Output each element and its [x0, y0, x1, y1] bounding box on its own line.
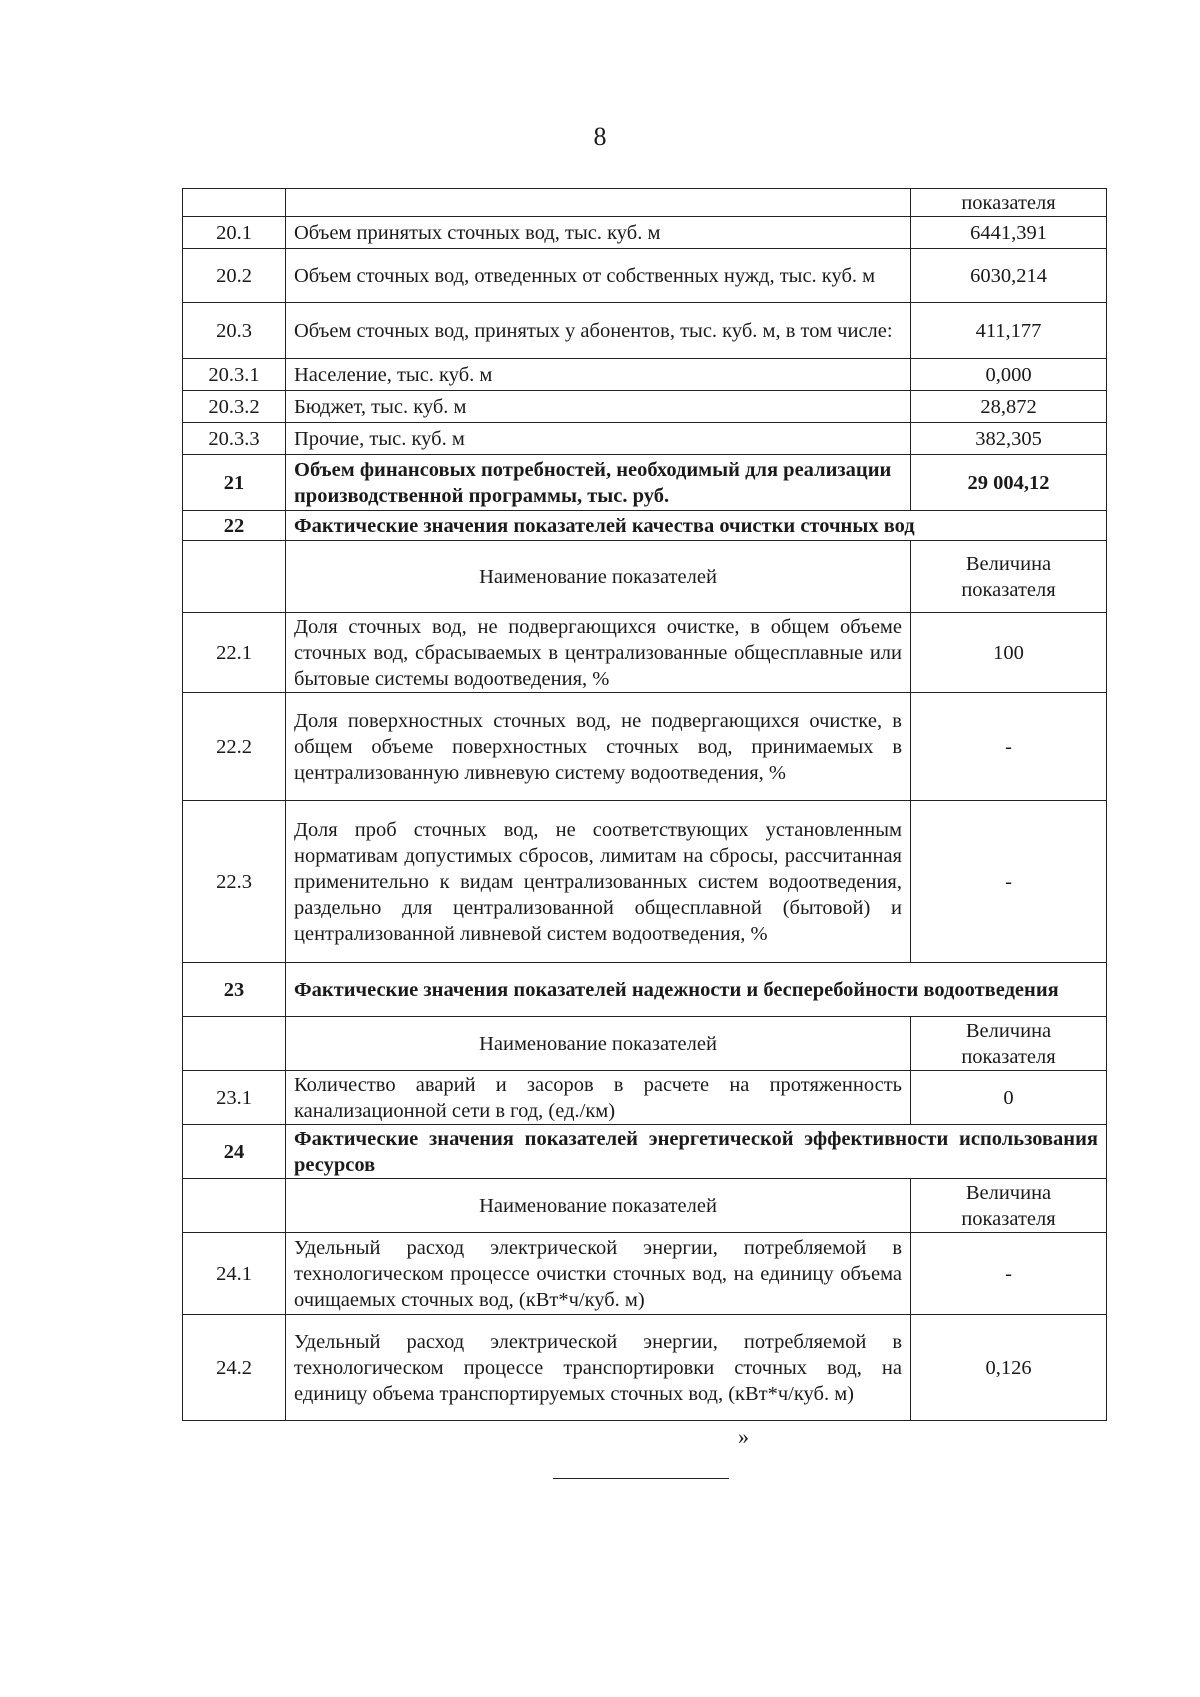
section-number: 22 [183, 511, 286, 541]
row-name: Население, тыс. куб. м [286, 359, 911, 391]
row-name: Объем финансовых потребностей, необходимый для реализации производственной программы, тыс. руб. [286, 455, 911, 511]
row-value: 0,000 [911, 359, 1107, 391]
row-number: 24.1 [183, 1233, 286, 1315]
section-title: Фактические значения показателей качества очистки сточных вод [286, 511, 1107, 541]
row-number: 22.3 [183, 801, 286, 963]
column-header-value: Величина показателя [911, 1017, 1107, 1071]
column-header-name: Наименование показателей [286, 541, 911, 613]
column-header-value: Величина показателя [911, 541, 1107, 613]
row-value: 100 [911, 613, 1107, 693]
indicators-table [182, 188, 1107, 1421]
empty-cell [183, 189, 286, 217]
column-header-value: показателя [911, 189, 1107, 217]
section-header-row [183, 511, 1107, 541]
row-number: 22.1 [183, 613, 286, 693]
row-value: 382,305 [911, 423, 1107, 455]
table-row [183, 217, 1107, 249]
row-value: 0 [911, 1071, 1107, 1125]
end-divider-line [553, 1478, 729, 1479]
row-name: Бюджет, тыс. куб. м [286, 391, 911, 423]
column-header-row [183, 1179, 1107, 1233]
row-number: 20.3 [183, 303, 286, 359]
row-number: 20.3.3 [183, 423, 286, 455]
row-number: 23.1 [183, 1071, 286, 1125]
row-number: 22.2 [183, 693, 286, 801]
row-value: - [911, 693, 1107, 801]
table-row [183, 359, 1107, 391]
empty-cell [183, 1179, 286, 1233]
table-header-row [183, 189, 1107, 217]
table-row [183, 613, 1107, 693]
row-value: - [911, 1233, 1107, 1315]
section-header-row [183, 963, 1107, 1017]
row-value: 29 004,12 [911, 455, 1107, 511]
column-header-name: Наименование показателей [286, 1179, 911, 1233]
table-row [183, 1071, 1107, 1125]
section-title: Фактические значения показателей надежности и бесперебойности водоотведения [286, 963, 1107, 1017]
row-name: Удельный расход электрической энергии, потребляемой в технологическом процессе транспортировки сточных вод, на единицу объема транспортируемых сточных вод, (кВт*ч/куб. м) [286, 1315, 911, 1421]
table-row [183, 1233, 1107, 1315]
row-number: 20.3.1 [183, 359, 286, 391]
row-value: 0,126 [911, 1315, 1107, 1421]
section-title: Фактические значения показателей энергетической эффективности использования ресурсов [286, 1125, 1107, 1179]
table-row [183, 801, 1107, 963]
row-number: 24.2 [183, 1315, 286, 1421]
row-number: 20.1 [183, 217, 286, 249]
table-row [183, 303, 1107, 359]
column-header-row [183, 541, 1107, 613]
empty-cell [183, 1017, 286, 1071]
row-name: Доля сточных вод, не подвергающихся очистке, в общем объеме сточных вод, сбрасываемых в централизованные общесплавные или бытовые системы водоотведения, % [286, 613, 911, 693]
table-row [183, 391, 1107, 423]
section-number: 24 [183, 1125, 286, 1179]
row-value: 6441,391 [911, 217, 1107, 249]
row-number: 20.3.2 [183, 391, 286, 423]
table-row [183, 249, 1107, 303]
table-row [183, 455, 1107, 511]
column-header-name: Наименование показателей [286, 1017, 911, 1071]
row-number: 21 [183, 455, 286, 511]
empty-cell [183, 541, 286, 613]
table-row [183, 423, 1107, 455]
row-name: Доля проб сточных вод, не соответствующих установленным нормативам допустимых сбросов, лимитам на сбросы, рассчитанная применительно к видам централизованных систем водоотведения, раздельно для централизованной общесплавной (бытовой) и централизованной ливневой систем водоотведения, % [286, 801, 911, 963]
row-name: Объем сточных вод, принятых у абонентов, тыс. куб. м, в том числе: [286, 303, 911, 359]
empty-cell [286, 189, 911, 217]
row-name: Прочие, тыс. куб. м [286, 423, 911, 455]
row-name: Количество аварий и засоров в расчете на протяженность канализационной сети в год, (ед./км) [286, 1071, 911, 1125]
row-number: 20.2 [183, 249, 286, 303]
table-row [183, 693, 1107, 801]
row-name: Объем принятых сточных вод, тыс. куб. м [286, 217, 911, 249]
column-header-row [183, 1017, 1107, 1071]
row-value: 6030,214 [911, 249, 1107, 303]
row-name: Доля поверхностных сточных вод, не подвергающихся очистке, в общем объеме поверхностных сточных вод, принимаемых в централизованную ливневую систему водоотведения, % [286, 693, 911, 801]
page-number: 8 [593, 122, 607, 151]
row-name: Объем сточных вод, отведенных от собственных нужд, тыс. куб. м [286, 249, 911, 303]
row-value: 411,177 [911, 303, 1107, 359]
table-row [183, 1315, 1107, 1421]
row-value: - [911, 801, 1107, 963]
closing-quote: » [738, 1424, 749, 1449]
row-value: 28,872 [911, 391, 1107, 423]
section-header-row [183, 1125, 1107, 1179]
row-name: Удельный расход электрической энергии, потребляемой в технологическом процессе очистки сточных вод, на единицу объема очищаемых сточных вод, (кВт*ч/куб. м) [286, 1233, 911, 1315]
section-number: 23 [183, 963, 286, 1017]
column-header-value: Величина показателя [911, 1179, 1107, 1233]
